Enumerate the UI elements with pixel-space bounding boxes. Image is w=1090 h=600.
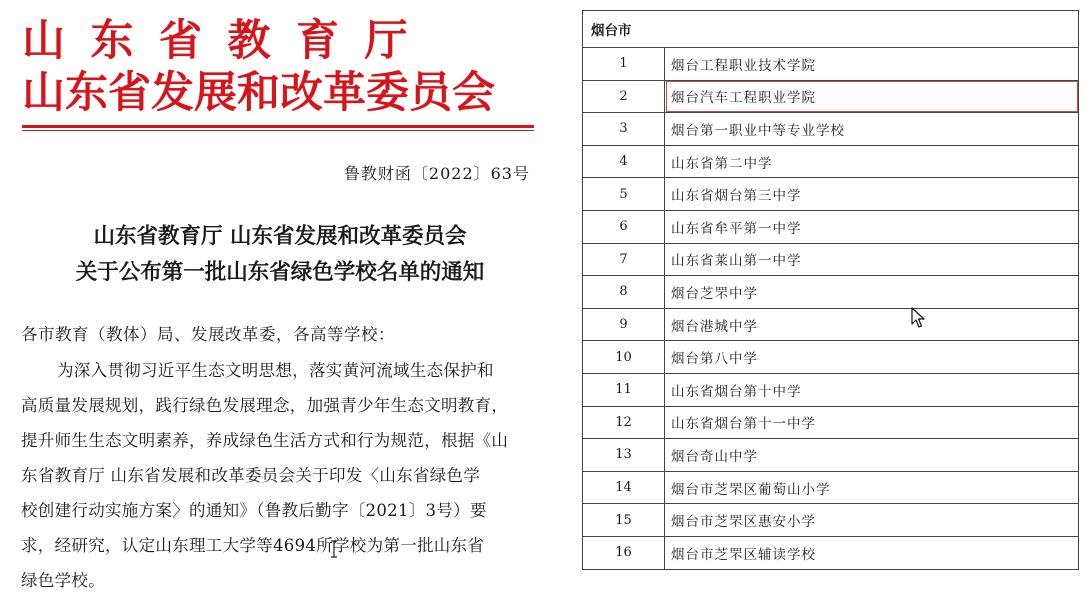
notice-title-line-2: 关于公布第一批山东省绿色学校名单的通知 [75, 260, 485, 285]
row-number: 4 [583, 145, 665, 178]
row-number: 5 [583, 178, 665, 211]
row-number: 2 [583, 80, 665, 113]
table-row [583, 471, 1079, 504]
red-divider-thick [22, 125, 534, 128]
body-line: 校创建行动实施方案〉的通知》（鲁教后勤字〔2021〕3号）要 [21, 501, 487, 520]
school-name: 烟台第八中学 [665, 341, 1079, 374]
document-number: 鲁教财函〔2022〕63号 [343, 164, 530, 183]
row-number: 15 [583, 504, 665, 537]
body-line: 高质量发展规划，践行绿色发展理念，加强青少年生态文明教育， [21, 396, 509, 415]
table-row [583, 406, 1079, 439]
school-name: 烟台奇山中学 [665, 439, 1079, 472]
row-number: 11 [583, 373, 665, 406]
body-line: 求，经研究，认定山东理工大学等4694所学校为第一批山东省 [21, 536, 485, 555]
table-row [583, 80, 1079, 113]
body-line: 提升师生生态文明素养，养成绿色生活方式和行为规范，根据《山 [21, 431, 509, 450]
row-number: 9 [583, 308, 665, 341]
table-row [583, 145, 1079, 178]
header-agency-1: 山东省教育厅 [22, 16, 433, 66]
table-row [583, 210, 1079, 243]
school-name: 烟台港城中学 [665, 308, 1079, 341]
table-row [583, 373, 1079, 406]
table-row [583, 536, 1079, 569]
header-agency-2: 山东省发展和改革委员会 [22, 68, 495, 118]
row-number: 1 [583, 48, 665, 81]
table-row [583, 48, 1079, 81]
row-number: 16 [583, 536, 665, 569]
school-name: 山东省莱山第一中学 [665, 243, 1079, 276]
table-row [583, 113, 1079, 146]
school-name: 烟台芝罘中学 [665, 276, 1079, 309]
school-name: 山东省第二中学 [665, 145, 1079, 178]
table-row [583, 341, 1079, 374]
table-row [583, 439, 1079, 472]
red-divider-thin [22, 130, 534, 131]
row-number: 13 [583, 439, 665, 472]
city-name: 烟台市 [583, 11, 1079, 48]
city-header-row [583, 11, 1079, 48]
body-line: 东省教育厅 山东省发展和改革委员会关于印发〈山东省绿色学 [21, 466, 481, 485]
table-row [583, 276, 1079, 309]
row-number: 6 [583, 210, 665, 243]
school-name: 山东省烟台第三中学 [665, 178, 1079, 211]
school-name: 烟台汽车工程职业学院 [665, 80, 1079, 113]
school-name: 山东省烟台第十一中学 [665, 406, 1079, 439]
row-number: 12 [583, 406, 665, 439]
table-row [583, 308, 1079, 341]
school-name: 烟台市芝罘区葡萄山小学 [665, 471, 1079, 504]
addressee: 各市教育（教体）局、发展改革委，各高等学校： [21, 325, 395, 344]
school-name: 烟台第一职业中等专业学校 [665, 113, 1079, 146]
text-cursor-icon [330, 540, 338, 558]
table-row [583, 178, 1079, 211]
row-number: 3 [583, 113, 665, 146]
row-number: 14 [583, 471, 665, 504]
arrow-cursor-icon [911, 307, 927, 329]
table-row [583, 504, 1079, 537]
school-name: 山东省烟台第十中学 [665, 373, 1079, 406]
table-row [583, 243, 1079, 276]
school-name: 山东省牟平第一中学 [665, 210, 1079, 243]
notice-title-line-1: 山东省教育厅 山东省发展和改革委员会 [93, 224, 467, 249]
school-list-table [582, 10, 1079, 570]
row-number: 8 [583, 276, 665, 309]
school-name: 烟台市芝罘区惠安小学 [665, 504, 1079, 537]
school-name: 烟台工程职业技术学院 [665, 48, 1079, 81]
body-line: 绿色学校。 [21, 571, 105, 590]
row-number: 7 [583, 243, 665, 276]
body-line: 为深入贯彻习近平生态文明思想，落实黄河流域生态保护和 [57, 361, 494, 380]
school-name: 烟台市芝罘区辅读学校 [665, 536, 1079, 569]
row-number: 10 [583, 341, 665, 374]
